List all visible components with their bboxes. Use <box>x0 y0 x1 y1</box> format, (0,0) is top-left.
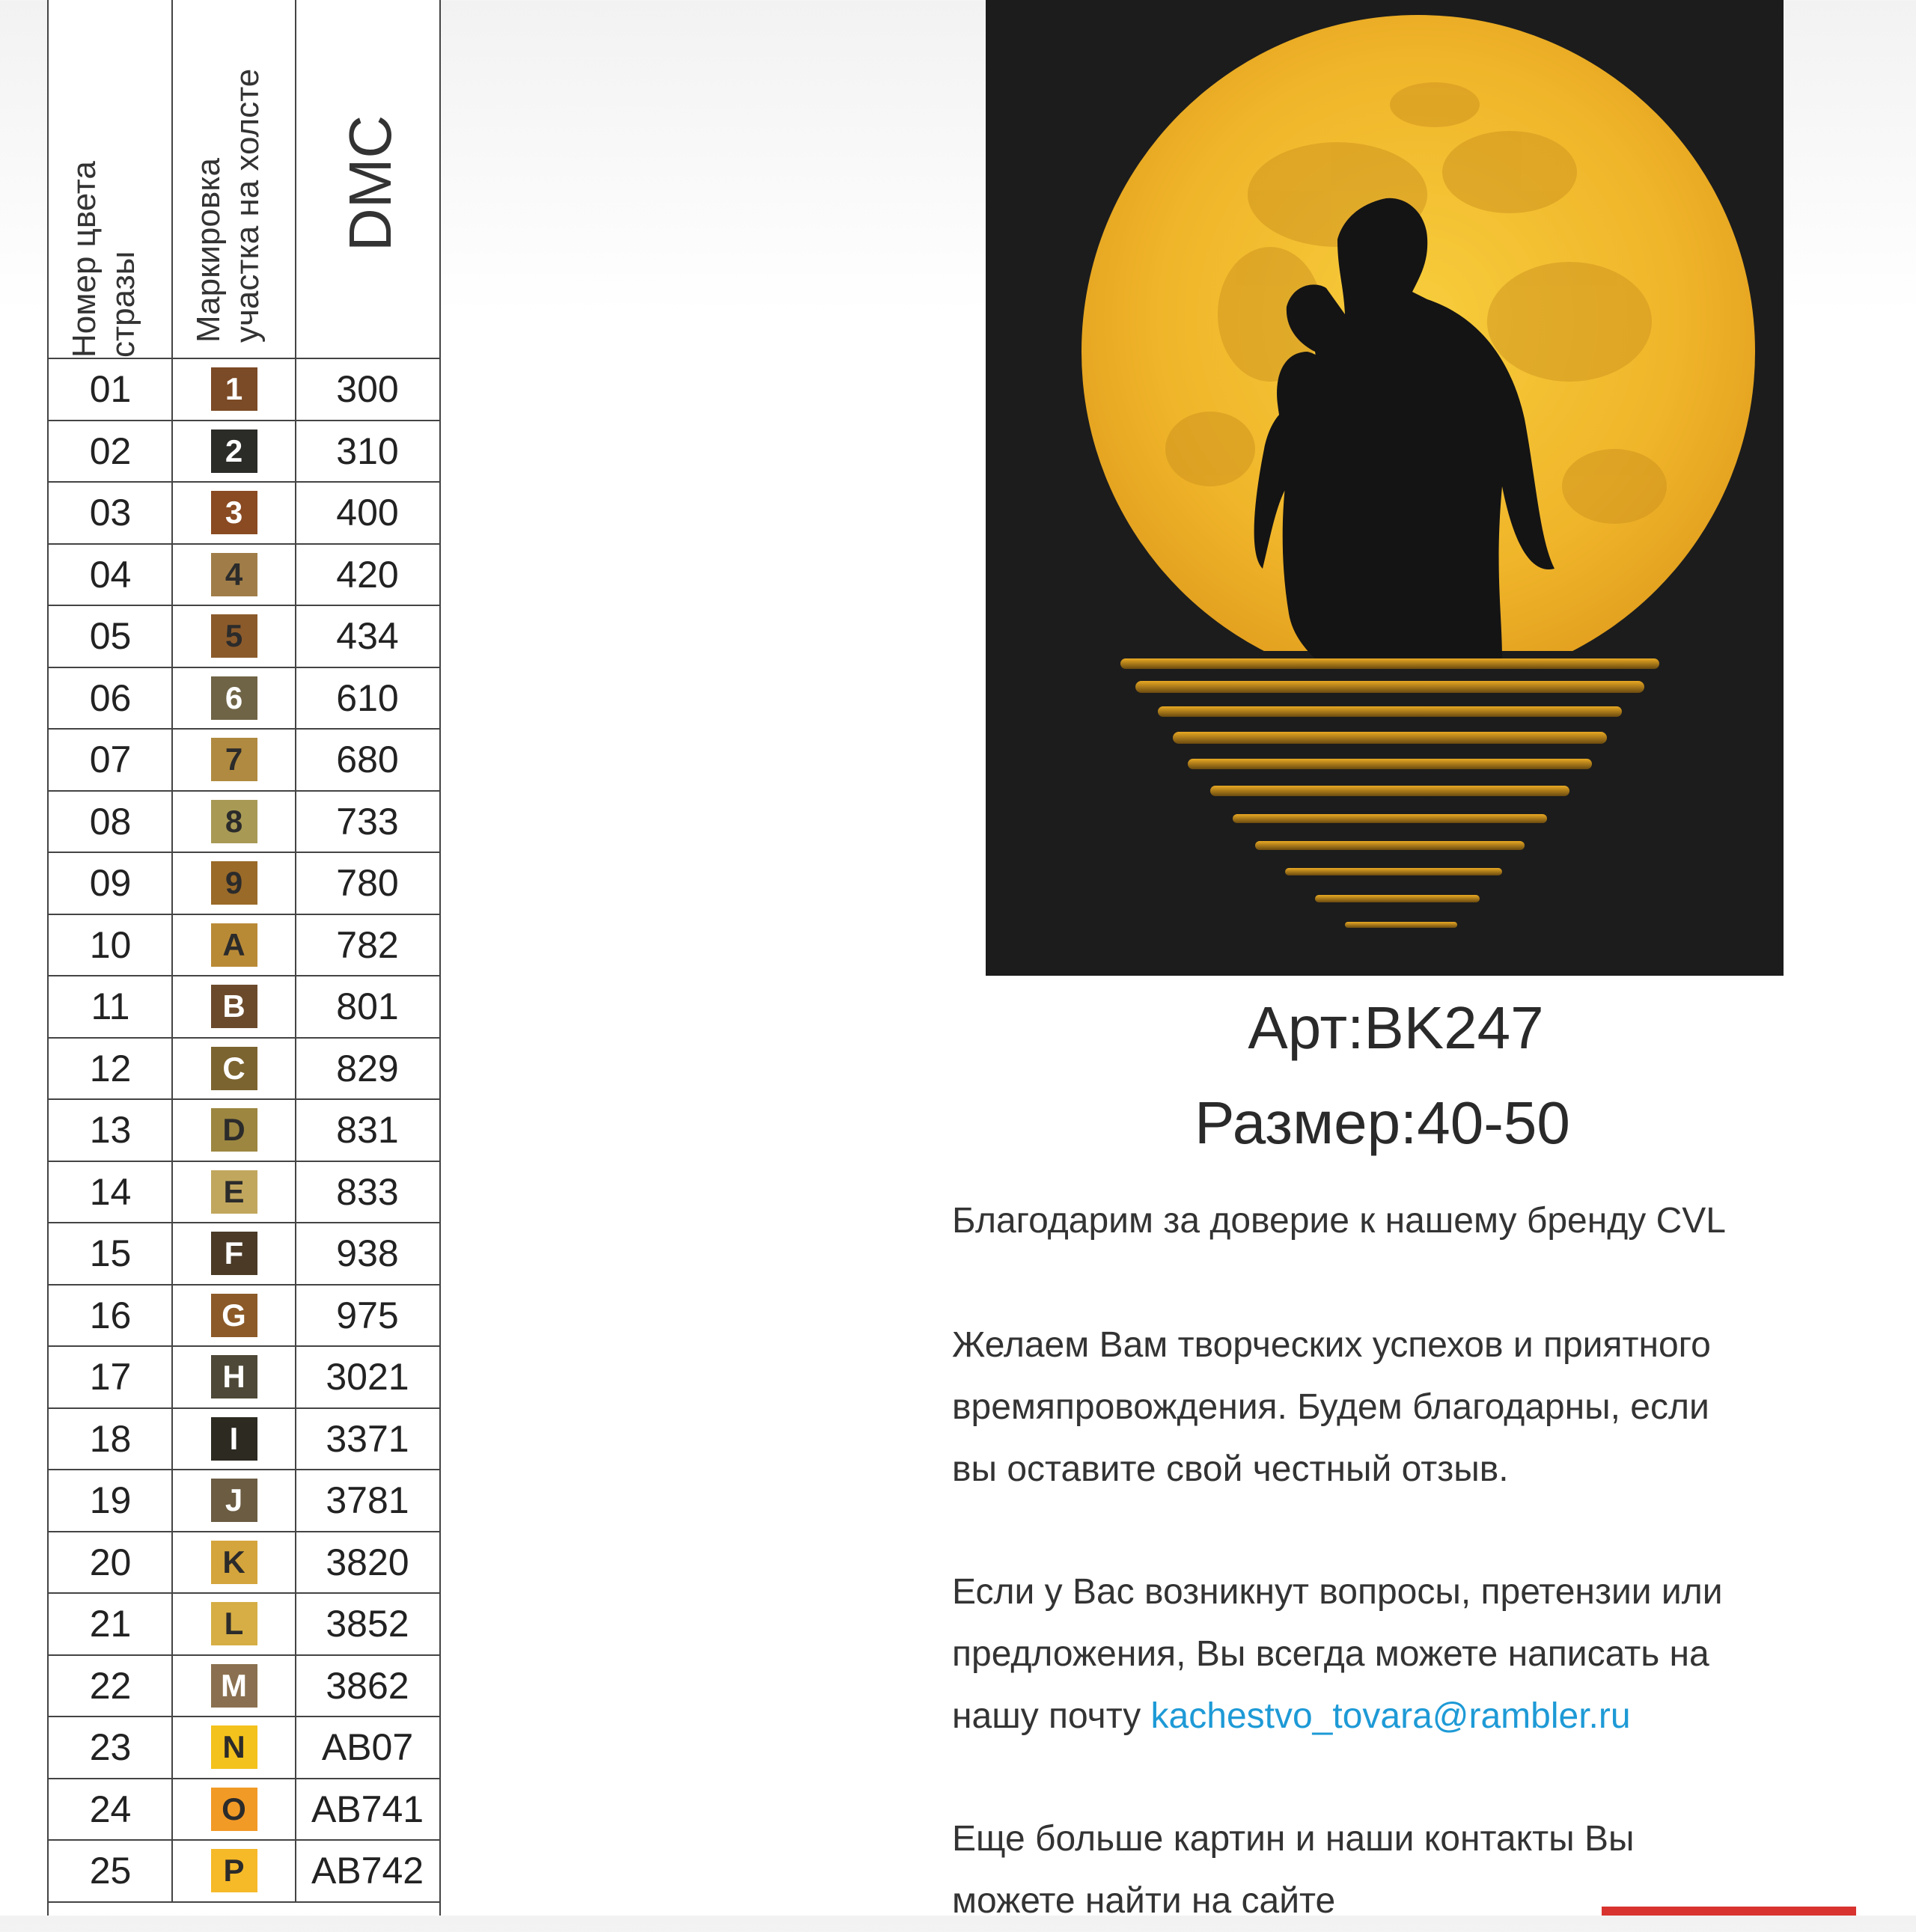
dmc-code: 801 <box>336 985 399 1028</box>
color-number: 03 <box>89 492 132 534</box>
color-swatch: 9 <box>211 861 257 905</box>
marking-cell <box>172 915 296 976</box>
email-link[interactable]: kachestvo_tovara@rambler.ru <box>1150 1696 1631 1736</box>
legend-row <box>49 976 439 1039</box>
marking-cell <box>172 1717 296 1778</box>
color-swatch: J <box>211 1479 257 1522</box>
dmc-code: 782 <box>336 923 399 966</box>
dmc-code: 975 <box>336 1294 399 1336</box>
dmc-code: 780 <box>336 862 399 905</box>
dmc-code: 434 <box>336 615 399 658</box>
color-number: 10 <box>89 923 132 966</box>
wishes-paragraph <box>952 1314 1711 1500</box>
color-number: 21 <box>89 1603 132 1645</box>
legend-row <box>49 1656 439 1718</box>
color-number: 11 <box>91 985 130 1028</box>
marking-cell <box>172 1532 296 1593</box>
dmc-code: 3820 <box>326 1541 409 1583</box>
artwork-image <box>986 0 1784 976</box>
legend-row <box>49 545 439 607</box>
contact-line: Если у Вас возникнут вопросы, претензии или <box>952 1572 1723 1612</box>
color-swatch: E <box>211 1170 257 1214</box>
dmc-code: 400 <box>336 492 399 534</box>
legend-row <box>49 1100 439 1162</box>
color-swatch: 4 <box>211 553 257 596</box>
color-swatch: G <box>211 1294 257 1337</box>
contact-paragraph <box>952 1561 1723 1747</box>
marking-cell <box>172 606 296 667</box>
dmc-code: AB741 <box>311 1788 424 1830</box>
color-swatch: 8 <box>211 800 257 843</box>
brand-logo-fragment <box>1602 1907 1856 1916</box>
marking-cell <box>172 853 296 914</box>
dmc-code: 680 <box>336 739 399 781</box>
legend-row <box>49 1779 439 1841</box>
dmc-code: 829 <box>336 1047 399 1089</box>
marking-cell <box>172 421 296 482</box>
color-swatch: 7 <box>211 738 257 781</box>
dmc-code: 733 <box>336 800 399 843</box>
marking-cell <box>172 1841 296 1901</box>
marking-cell <box>172 359 296 420</box>
legend-row <box>49 853 439 915</box>
header-dmc-label: DMC <box>337 114 403 251</box>
color-swatch: I <box>211 1417 257 1461</box>
marking-cell <box>172 545 296 605</box>
legend-row <box>49 915 439 977</box>
color-swatch: 3 <box>211 491 257 534</box>
website-paragraph <box>952 1808 1634 1932</box>
website-line: можете найти на сайте <box>952 1881 1336 1921</box>
legend-row <box>49 1223 439 1286</box>
dmc-code: AB07 <box>321 1726 414 1769</box>
color-swatch: N <box>211 1725 257 1769</box>
legend-header <box>49 0 439 359</box>
legend-row <box>49 730 439 792</box>
legend-rows <box>49 359 439 1903</box>
contact-line <box>952 1685 1723 1747</box>
marking-cell <box>172 976 296 1037</box>
color-number: 06 <box>89 676 132 719</box>
header-marking-line1: Маркировка <box>190 158 227 343</box>
color-swatch: P <box>211 1849 257 1892</box>
legend-row <box>49 668 439 730</box>
legend-row <box>49 1532 439 1595</box>
dmc-code: AB742 <box>311 1850 424 1892</box>
marking-cell <box>172 1656 296 1717</box>
color-number: 13 <box>89 1109 132 1152</box>
marking-cell <box>172 1347 296 1407</box>
color-swatch: 2 <box>211 429 257 473</box>
color-swatch: A <box>211 923 257 967</box>
marking-cell <box>172 668 296 729</box>
legend-row <box>49 1347 439 1409</box>
color-number: 14 <box>89 1170 132 1213</box>
article-number: Арт:BK247 <box>1248 994 1544 1061</box>
dmc-code: 833 <box>336 1170 399 1213</box>
dmc-code: 3862 <box>326 1664 409 1707</box>
header-color-number-line1: Номер цвета <box>66 161 103 358</box>
color-swatch: 6 <box>211 676 257 720</box>
wishes-line: времяпровождения. Будем благодарны, если <box>952 1387 1709 1427</box>
dmc-code: 3371 <box>326 1417 409 1460</box>
dmc-code: 420 <box>336 553 399 596</box>
color-swatch: O <box>211 1788 257 1831</box>
website-line: Еще больше картин и наши контакты Вы <box>952 1819 1635 1859</box>
header-divider <box>171 0 173 358</box>
color-swatch: M <box>211 1664 257 1708</box>
contact-line: предложения, Вы всегда можете написать на <box>952 1634 1709 1674</box>
color-number: 23 <box>89 1726 132 1769</box>
marking-cell <box>172 1470 296 1531</box>
marking-cell <box>172 1286 296 1346</box>
legend-row <box>49 1286 439 1348</box>
legend-row <box>49 483 439 545</box>
wishes-line: вы оставите свой честный отзыв. <box>952 1449 1509 1489</box>
dmc-code: 3852 <box>326 1603 409 1645</box>
color-swatch: D <box>211 1108 257 1152</box>
color-number: 05 <box>89 615 132 658</box>
color-legend-table <box>47 0 441 1916</box>
header-color-number-line2: стразы <box>105 251 141 358</box>
color-swatch: C <box>211 1047 257 1090</box>
color-swatch: H <box>211 1355 257 1398</box>
dmc-code: 310 <box>336 429 399 472</box>
legend-row <box>49 792 439 854</box>
color-swatch: L <box>211 1602 257 1645</box>
dmc-code: 938 <box>336 1232 399 1275</box>
color-number: 25 <box>89 1850 132 1892</box>
color-number: 18 <box>89 1417 132 1460</box>
contact-prefix: нашу почту <box>952 1696 1151 1736</box>
marking-cell <box>172 1100 296 1161</box>
color-number: 09 <box>89 862 132 905</box>
color-number: 16 <box>89 1294 132 1336</box>
legend-row <box>49 359 439 421</box>
color-swatch: K <box>211 1541 257 1584</box>
legend-row <box>49 1162 439 1224</box>
color-number: 15 <box>89 1232 132 1275</box>
legend-row <box>49 1039 439 1101</box>
marking-cell <box>172 1779 296 1840</box>
product-size: Размер:40-50 <box>1195 1089 1570 1156</box>
marking-cell <box>172 792 296 852</box>
header-marking-line2: участка на холсте <box>229 68 266 343</box>
dmc-code: 610 <box>336 676 399 719</box>
legend-row <box>49 606 439 668</box>
marking-cell <box>172 730 296 790</box>
legend-row <box>49 421 439 483</box>
legend-row <box>49 1717 439 1779</box>
color-number: 22 <box>89 1664 132 1707</box>
color-swatch: F <box>211 1232 257 1275</box>
color-number: 19 <box>89 1479 132 1522</box>
color-number: 24 <box>89 1788 132 1830</box>
dmc-code: 300 <box>336 368 399 411</box>
color-number: 07 <box>89 739 132 781</box>
marking-cell <box>172 483 296 543</box>
color-number: 08 <box>89 800 132 843</box>
dmc-code: 3021 <box>326 1356 409 1398</box>
dmc-code: 3781 <box>326 1479 409 1522</box>
dmc-code: 831 <box>336 1109 399 1152</box>
marking-cell <box>172 1594 296 1654</box>
color-number: 17 <box>89 1356 132 1398</box>
marking-cell <box>172 1162 296 1223</box>
marking-cell <box>172 1409 296 1470</box>
color-number: 12 <box>89 1047 132 1089</box>
color-number: 04 <box>89 553 132 596</box>
wishes-line: Желаем Вам творческих успехов и приятного <box>952 1325 1711 1365</box>
moon-couple-illustration <box>986 0 1784 976</box>
legend-row <box>49 1409 439 1471</box>
marking-cell <box>172 1223 296 1284</box>
color-swatch: 1 <box>211 367 257 411</box>
thanks-text: Благодарим за доверие к нашему бренду CVL <box>952 1201 1726 1241</box>
legend-row <box>49 1841 439 1903</box>
color-number: 01 <box>89 368 132 411</box>
marking-cell <box>172 1039 296 1099</box>
header-divider <box>295 0 296 358</box>
color-swatch: 5 <box>211 614 257 658</box>
color-number: 20 <box>89 1541 132 1583</box>
legend-row <box>49 1594 439 1656</box>
color-swatch: B <box>211 985 257 1028</box>
legend-row <box>49 1470 439 1532</box>
color-number: 02 <box>89 429 132 472</box>
